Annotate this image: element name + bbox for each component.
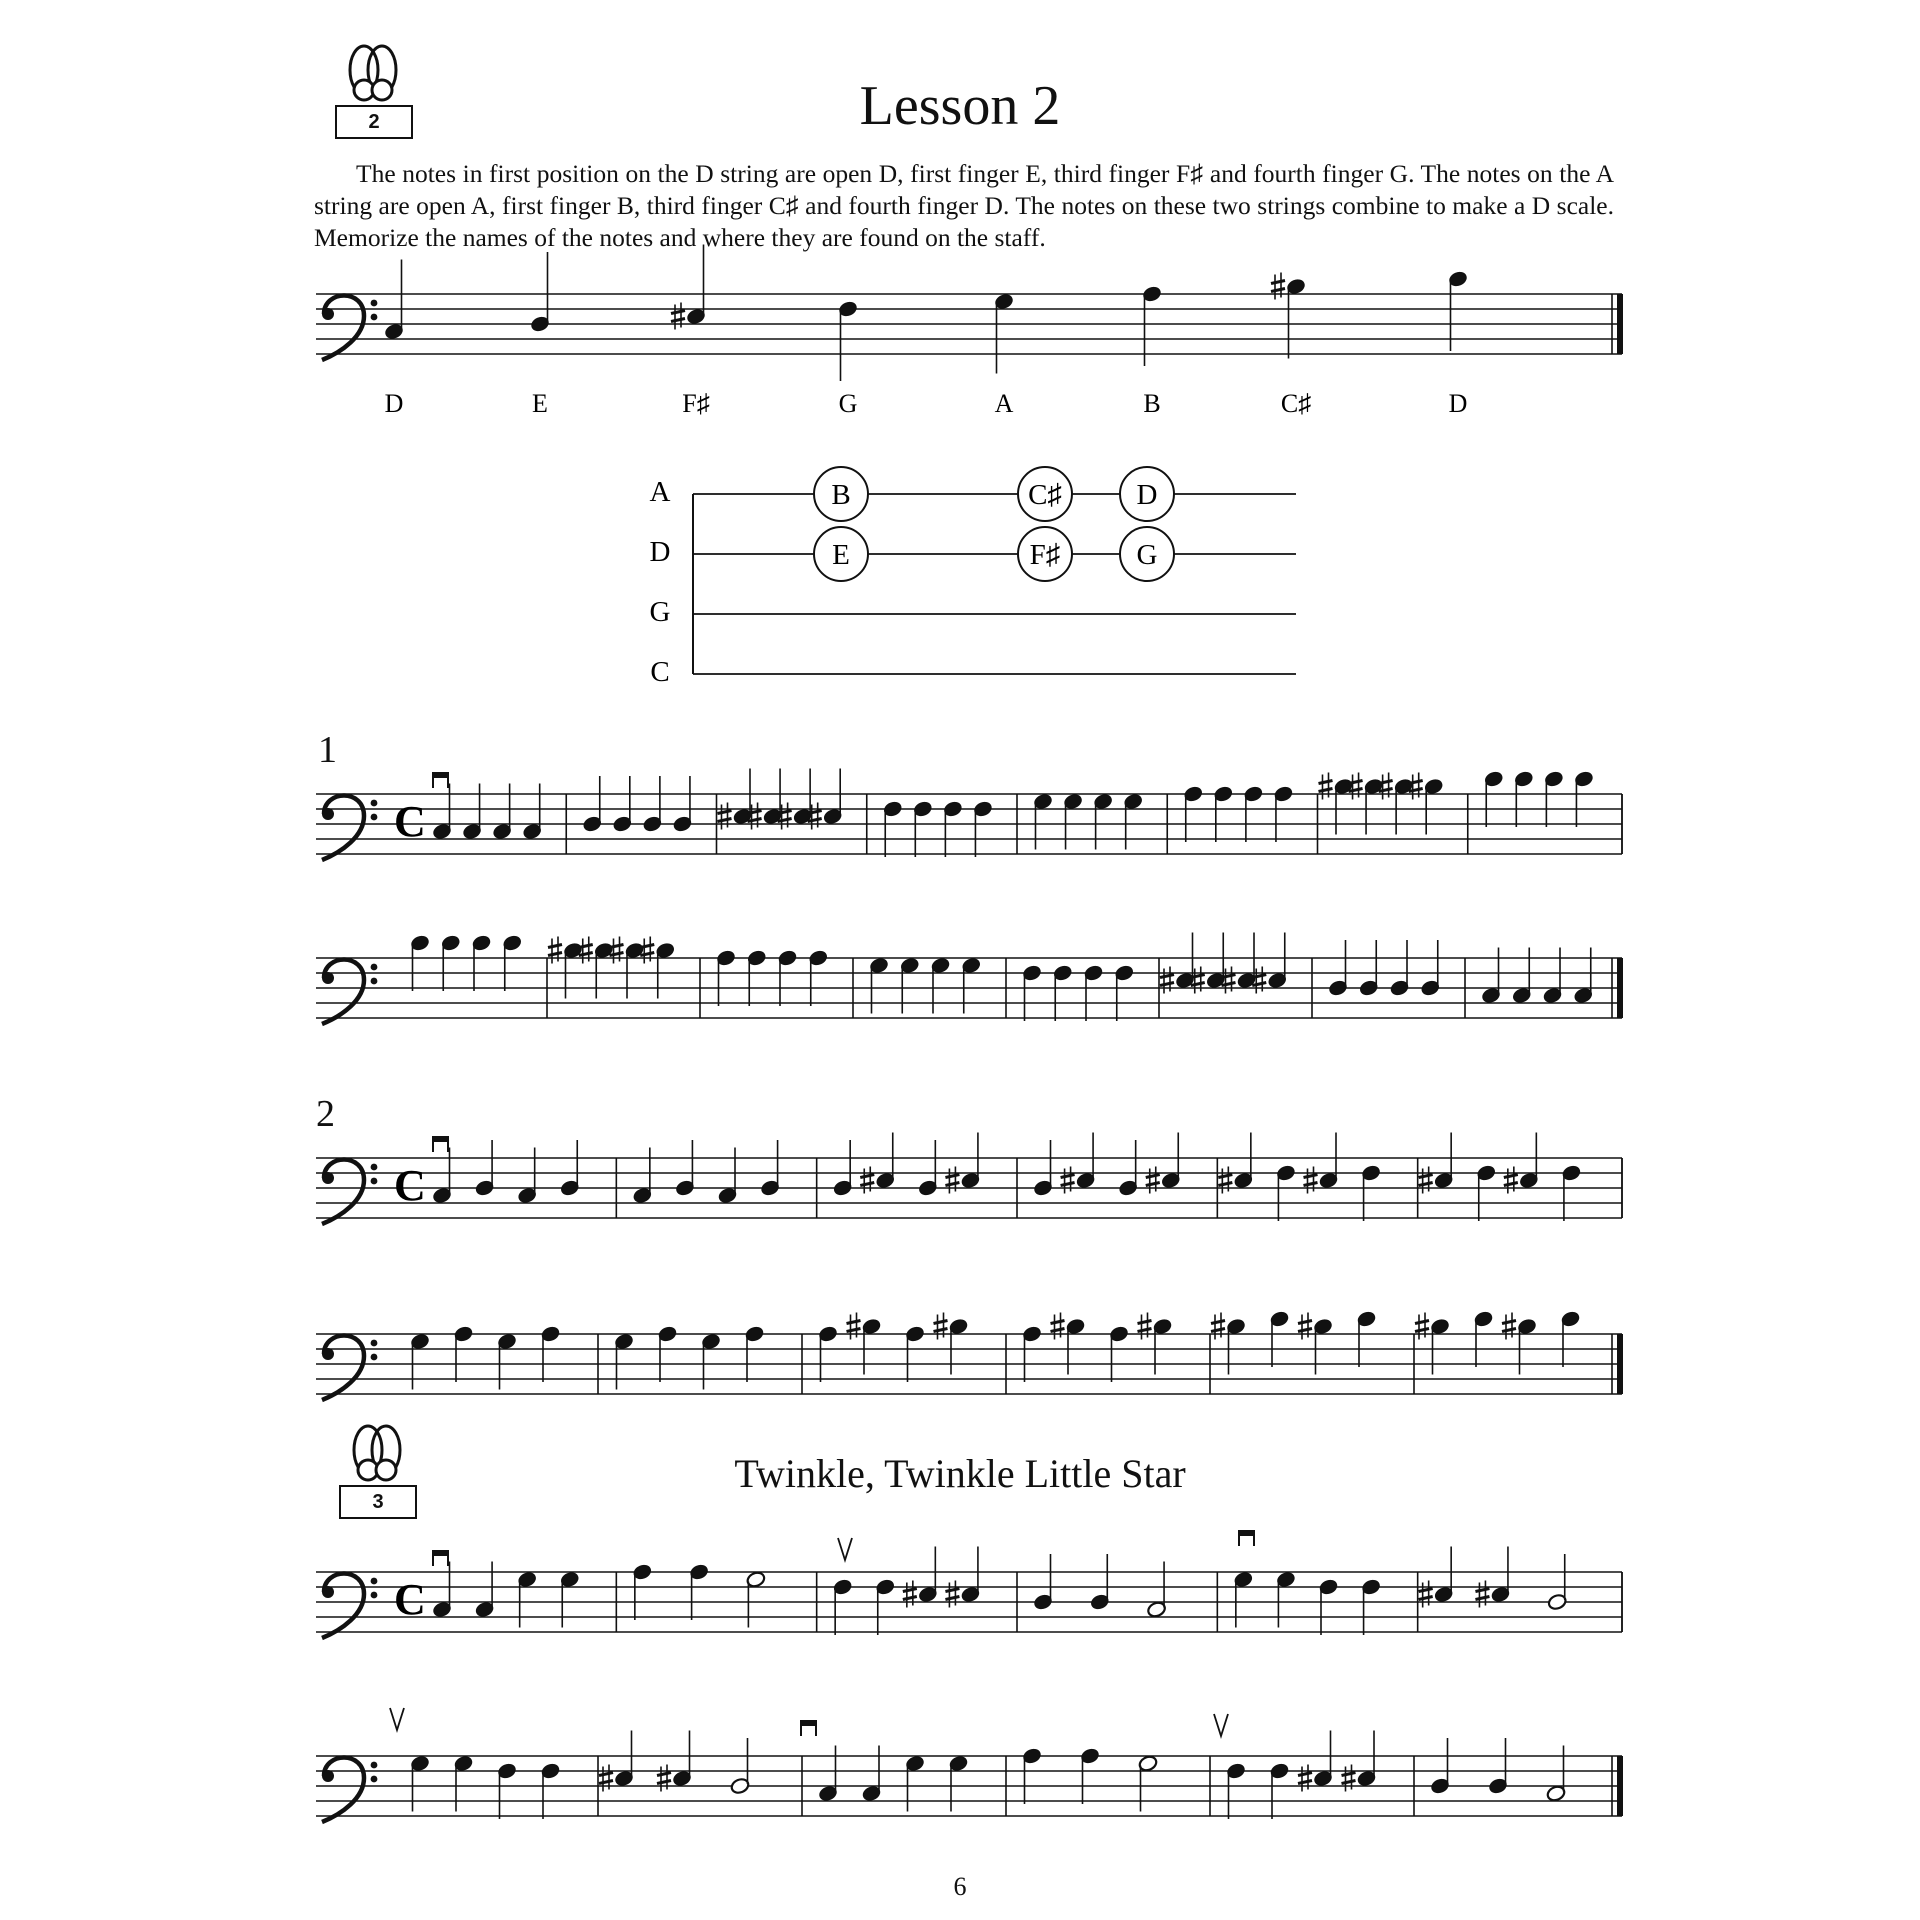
note [1022, 964, 1042, 1021]
note [1419, 1547, 1454, 1608]
note [522, 784, 542, 841]
page-number: 6 [953, 1872, 967, 1901]
note [1211, 1313, 1246, 1375]
bass-clef-icon [322, 1336, 377, 1401]
note [744, 1325, 764, 1382]
note [1419, 1133, 1454, 1194]
note [579, 937, 614, 999]
string-label: A [649, 476, 671, 508]
note [632, 1563, 652, 1620]
note [1061, 1133, 1096, 1194]
note [1083, 964, 1103, 1021]
note [410, 1754, 430, 1811]
exercise-1-staff-2 [316, 933, 1623, 1025]
note [1473, 1310, 1493, 1367]
note [675, 1140, 695, 1197]
note [1243, 785, 1263, 842]
string-label: G [649, 596, 671, 628]
note [1252, 933, 1287, 994]
note [994, 292, 1014, 373]
note [1298, 1313, 1333, 1375]
exercise-2-staff-1 [316, 1133, 1622, 1225]
note [1574, 770, 1594, 827]
note [642, 776, 662, 833]
note [1514, 770, 1534, 827]
note [560, 1140, 580, 1197]
note [1430, 1738, 1450, 1795]
note [701, 1332, 721, 1389]
note [869, 956, 889, 1013]
note [1276, 1570, 1296, 1627]
note [517, 1148, 537, 1205]
note [497, 1332, 517, 1389]
sharp-sign [1502, 1313, 1516, 1340]
intro-text: The notes in first position on the D string are open D, first finger E, third finger F♯ and fourth finger G. The notes on the A string are open A, first finger B, third finger C♯ and fourth finger D. The notes on these two strings combine to make a D scale. Memorize the names of the notes and where they are found on the staff. [314, 159, 1614, 252]
bass-clef-icon [322, 1574, 377, 1639]
scale-staff [316, 245, 1623, 419]
time-signature: C [394, 797, 426, 846]
note [471, 934, 491, 991]
note [1226, 1762, 1246, 1819]
note [1273, 785, 1293, 842]
note [1114, 964, 1134, 1021]
sharp-sign [1218, 1167, 1232, 1194]
note [1123, 792, 1143, 849]
note [432, 1148, 452, 1205]
exercise-number-2: 2 [316, 1093, 335, 1135]
track-number: 3 [372, 1491, 384, 1513]
note [777, 949, 797, 1006]
note [1080, 1747, 1100, 1804]
song-staff-1 [316, 1530, 1622, 1638]
note [1573, 948, 1593, 1005]
sharp-sign [1160, 967, 1174, 994]
note [903, 1547, 938, 1608]
sharp-sign [934, 1313, 948, 1340]
note [883, 800, 903, 857]
up-bow-icon [390, 1708, 404, 1730]
note [875, 1578, 895, 1635]
sharp-sign [1211, 1313, 1225, 1340]
note [1109, 1325, 1129, 1382]
sharp-sign [1475, 1581, 1489, 1608]
note [913, 800, 933, 857]
song-staff-2 [316, 1708, 1623, 1822]
note [905, 1754, 925, 1811]
note [1022, 1747, 1042, 1804]
sharp-sign [1061, 1167, 1075, 1194]
note [410, 1332, 430, 1389]
note [453, 1754, 473, 1811]
finger-note-label: E [832, 539, 850, 571]
sharp-sign [847, 1313, 861, 1340]
note [502, 934, 522, 991]
sharp-sign [1419, 1167, 1433, 1194]
note [599, 1731, 634, 1792]
note [474, 1562, 494, 1619]
note [1033, 792, 1053, 849]
note [1342, 1731, 1377, 1792]
note [1271, 273, 1306, 359]
note [1560, 1310, 1580, 1367]
note [1389, 940, 1409, 997]
note [1304, 1133, 1339, 1194]
bass-clef-icon [322, 296, 377, 361]
fingerboard-chart [650, 467, 1296, 688]
sharp-sign [599, 1765, 613, 1792]
sharp-sign [657, 1765, 671, 1792]
time-signature: C [394, 1575, 426, 1624]
sharp-sign [1271, 273, 1285, 300]
note [1328, 940, 1348, 997]
note [1409, 773, 1444, 835]
note [1546, 1746, 1566, 1803]
final-barline [1617, 1756, 1623, 1816]
note [1090, 1554, 1110, 1611]
note [905, 1325, 925, 1382]
note [832, 1578, 852, 1635]
bass-clef-icon [322, 1160, 377, 1225]
note [1481, 948, 1501, 1005]
note-name-label: F♯ [682, 389, 710, 418]
note [1093, 792, 1113, 849]
note [717, 1148, 737, 1205]
bass-clef-icon [322, 796, 377, 861]
note [1218, 1133, 1253, 1194]
note [497, 1762, 517, 1819]
note [1476, 1164, 1496, 1221]
note [838, 300, 858, 381]
sharp-sign [1146, 1167, 1160, 1194]
note [540, 1762, 560, 1819]
note [1298, 1731, 1333, 1792]
note [657, 1325, 677, 1382]
time-signature: C [394, 1161, 426, 1210]
note [432, 784, 452, 841]
note [632, 1148, 652, 1205]
note [934, 1313, 969, 1375]
final-barline [1617, 294, 1623, 354]
note [462, 784, 482, 841]
note [1022, 1325, 1042, 1382]
down-bow-icon [1238, 1530, 1255, 1546]
note [1318, 1578, 1338, 1635]
note [1512, 948, 1532, 1005]
final-barline [1617, 1334, 1623, 1394]
note [672, 776, 692, 833]
note-name-label: B [1143, 389, 1161, 418]
note [860, 1133, 895, 1194]
note [1484, 770, 1504, 827]
note [1561, 1164, 1581, 1221]
bass-clef-icon [322, 960, 377, 1025]
sharp-sign [1298, 1765, 1312, 1792]
note [861, 1746, 881, 1803]
final-barline [1617, 958, 1623, 1018]
down-bow-icon [800, 1720, 817, 1736]
note [1233, 1570, 1253, 1627]
note [560, 1570, 580, 1627]
note [1138, 1313, 1173, 1375]
sharp-sign [1051, 1313, 1065, 1340]
note [818, 1746, 838, 1803]
note [1542, 948, 1562, 1005]
finger-note-label: D [1136, 479, 1158, 511]
note [1361, 1164, 1381, 1221]
note [1420, 940, 1440, 997]
page-title: Lesson 2 [859, 75, 1061, 137]
note [384, 260, 404, 341]
sharp-sign [1419, 1581, 1433, 1608]
note [760, 1140, 780, 1197]
note [930, 956, 950, 1013]
note [1213, 785, 1233, 842]
note [410, 934, 430, 991]
note [1146, 1562, 1166, 1619]
note [671, 245, 706, 330]
note [689, 1563, 709, 1620]
note [612, 776, 632, 833]
sharp-sign [1342, 1765, 1356, 1792]
finger-note-label: G [1136, 539, 1158, 571]
note [657, 1731, 692, 1792]
note [548, 937, 583, 999]
note [973, 800, 993, 857]
note [847, 1313, 882, 1375]
sharp-sign [1298, 1313, 1312, 1340]
sharp-sign [718, 803, 732, 830]
note [716, 949, 736, 1006]
note [492, 784, 512, 841]
note [1138, 1754, 1158, 1811]
note [1356, 1310, 1376, 1367]
note [1359, 940, 1379, 997]
sharp-sign [1304, 1167, 1318, 1194]
note [453, 1325, 473, 1382]
note [1349, 773, 1384, 835]
note [961, 956, 981, 1013]
exercise-2-staff-2 [316, 1310, 1623, 1400]
note [730, 1738, 750, 1795]
note [1415, 1313, 1450, 1375]
note [640, 937, 675, 999]
sharp-sign [1415, 1313, 1429, 1340]
note [918, 1140, 938, 1197]
song-title: Twinkle, Twinkle Little Star [734, 1451, 1186, 1496]
exercise-1-staff-1 [316, 769, 1622, 861]
note [1183, 785, 1203, 842]
note [746, 1570, 766, 1627]
down-bow-icon [432, 772, 449, 788]
note [808, 949, 828, 1006]
sharp-sign [1319, 773, 1333, 800]
note [1488, 1738, 1508, 1795]
note [1361, 1578, 1381, 1635]
note [900, 956, 920, 1013]
note-name-label: E [532, 389, 548, 418]
note [1475, 1547, 1510, 1608]
note [610, 937, 645, 999]
note [1053, 964, 1073, 1021]
up-bow-icon [1214, 1714, 1228, 1736]
finger-note-label: C♯ [1028, 479, 1062, 511]
note [1051, 1313, 1086, 1375]
down-bow-icon [432, 1550, 449, 1566]
note [517, 1570, 537, 1627]
bass-clef-icon [322, 1758, 377, 1823]
note [582, 776, 602, 833]
sharp-sign [903, 1581, 917, 1608]
up-bow-icon [838, 1538, 852, 1560]
note [1276, 1164, 1296, 1221]
note [1269, 1762, 1289, 1819]
sharp-sign [671, 303, 685, 330]
note [530, 252, 550, 333]
string-label: D [649, 536, 671, 568]
note [1379, 773, 1414, 835]
note [1191, 933, 1226, 994]
note [614, 1332, 634, 1389]
sharp-sign [860, 1167, 874, 1194]
note [808, 769, 843, 830]
note-name-label: D [384, 389, 404, 418]
note [747, 949, 767, 1006]
sharp-sign [945, 1167, 959, 1194]
note [1063, 792, 1083, 849]
note [1146, 1133, 1181, 1194]
note-name-label: G [838, 389, 858, 418]
note [441, 934, 461, 991]
exercise-number-1: 1 [318, 729, 337, 771]
note [1502, 1313, 1537, 1375]
note [1544, 770, 1564, 827]
note [540, 1325, 560, 1382]
note [1319, 773, 1354, 835]
note [1160, 933, 1195, 994]
note [943, 800, 963, 857]
note-name-label: C♯ [1280, 389, 1312, 418]
finger-note-label: F♯ [1029, 539, 1061, 571]
sharp-sign [1138, 1313, 1152, 1340]
sharp-sign [1504, 1167, 1518, 1194]
note [1547, 1554, 1567, 1611]
note [948, 1754, 968, 1811]
note [1033, 1140, 1053, 1197]
sharp-sign [945, 1581, 959, 1608]
note [1504, 1133, 1539, 1194]
note [1269, 1310, 1289, 1367]
note [818, 1325, 838, 1382]
note [945, 1547, 980, 1608]
note [1033, 1554, 1053, 1611]
note-name-label: A [994, 389, 1014, 418]
note [1118, 1140, 1138, 1197]
note-name-label: D [1448, 389, 1468, 418]
note [945, 1133, 980, 1194]
note [1222, 933, 1257, 994]
finger-note-label: B [831, 479, 851, 511]
track-number: 2 [368, 111, 380, 133]
note [432, 1562, 452, 1619]
down-bow-icon [432, 1136, 449, 1152]
sharp-sign [548, 937, 562, 964]
note [832, 1140, 852, 1197]
string-label: C [650, 656, 670, 688]
note [474, 1140, 494, 1197]
